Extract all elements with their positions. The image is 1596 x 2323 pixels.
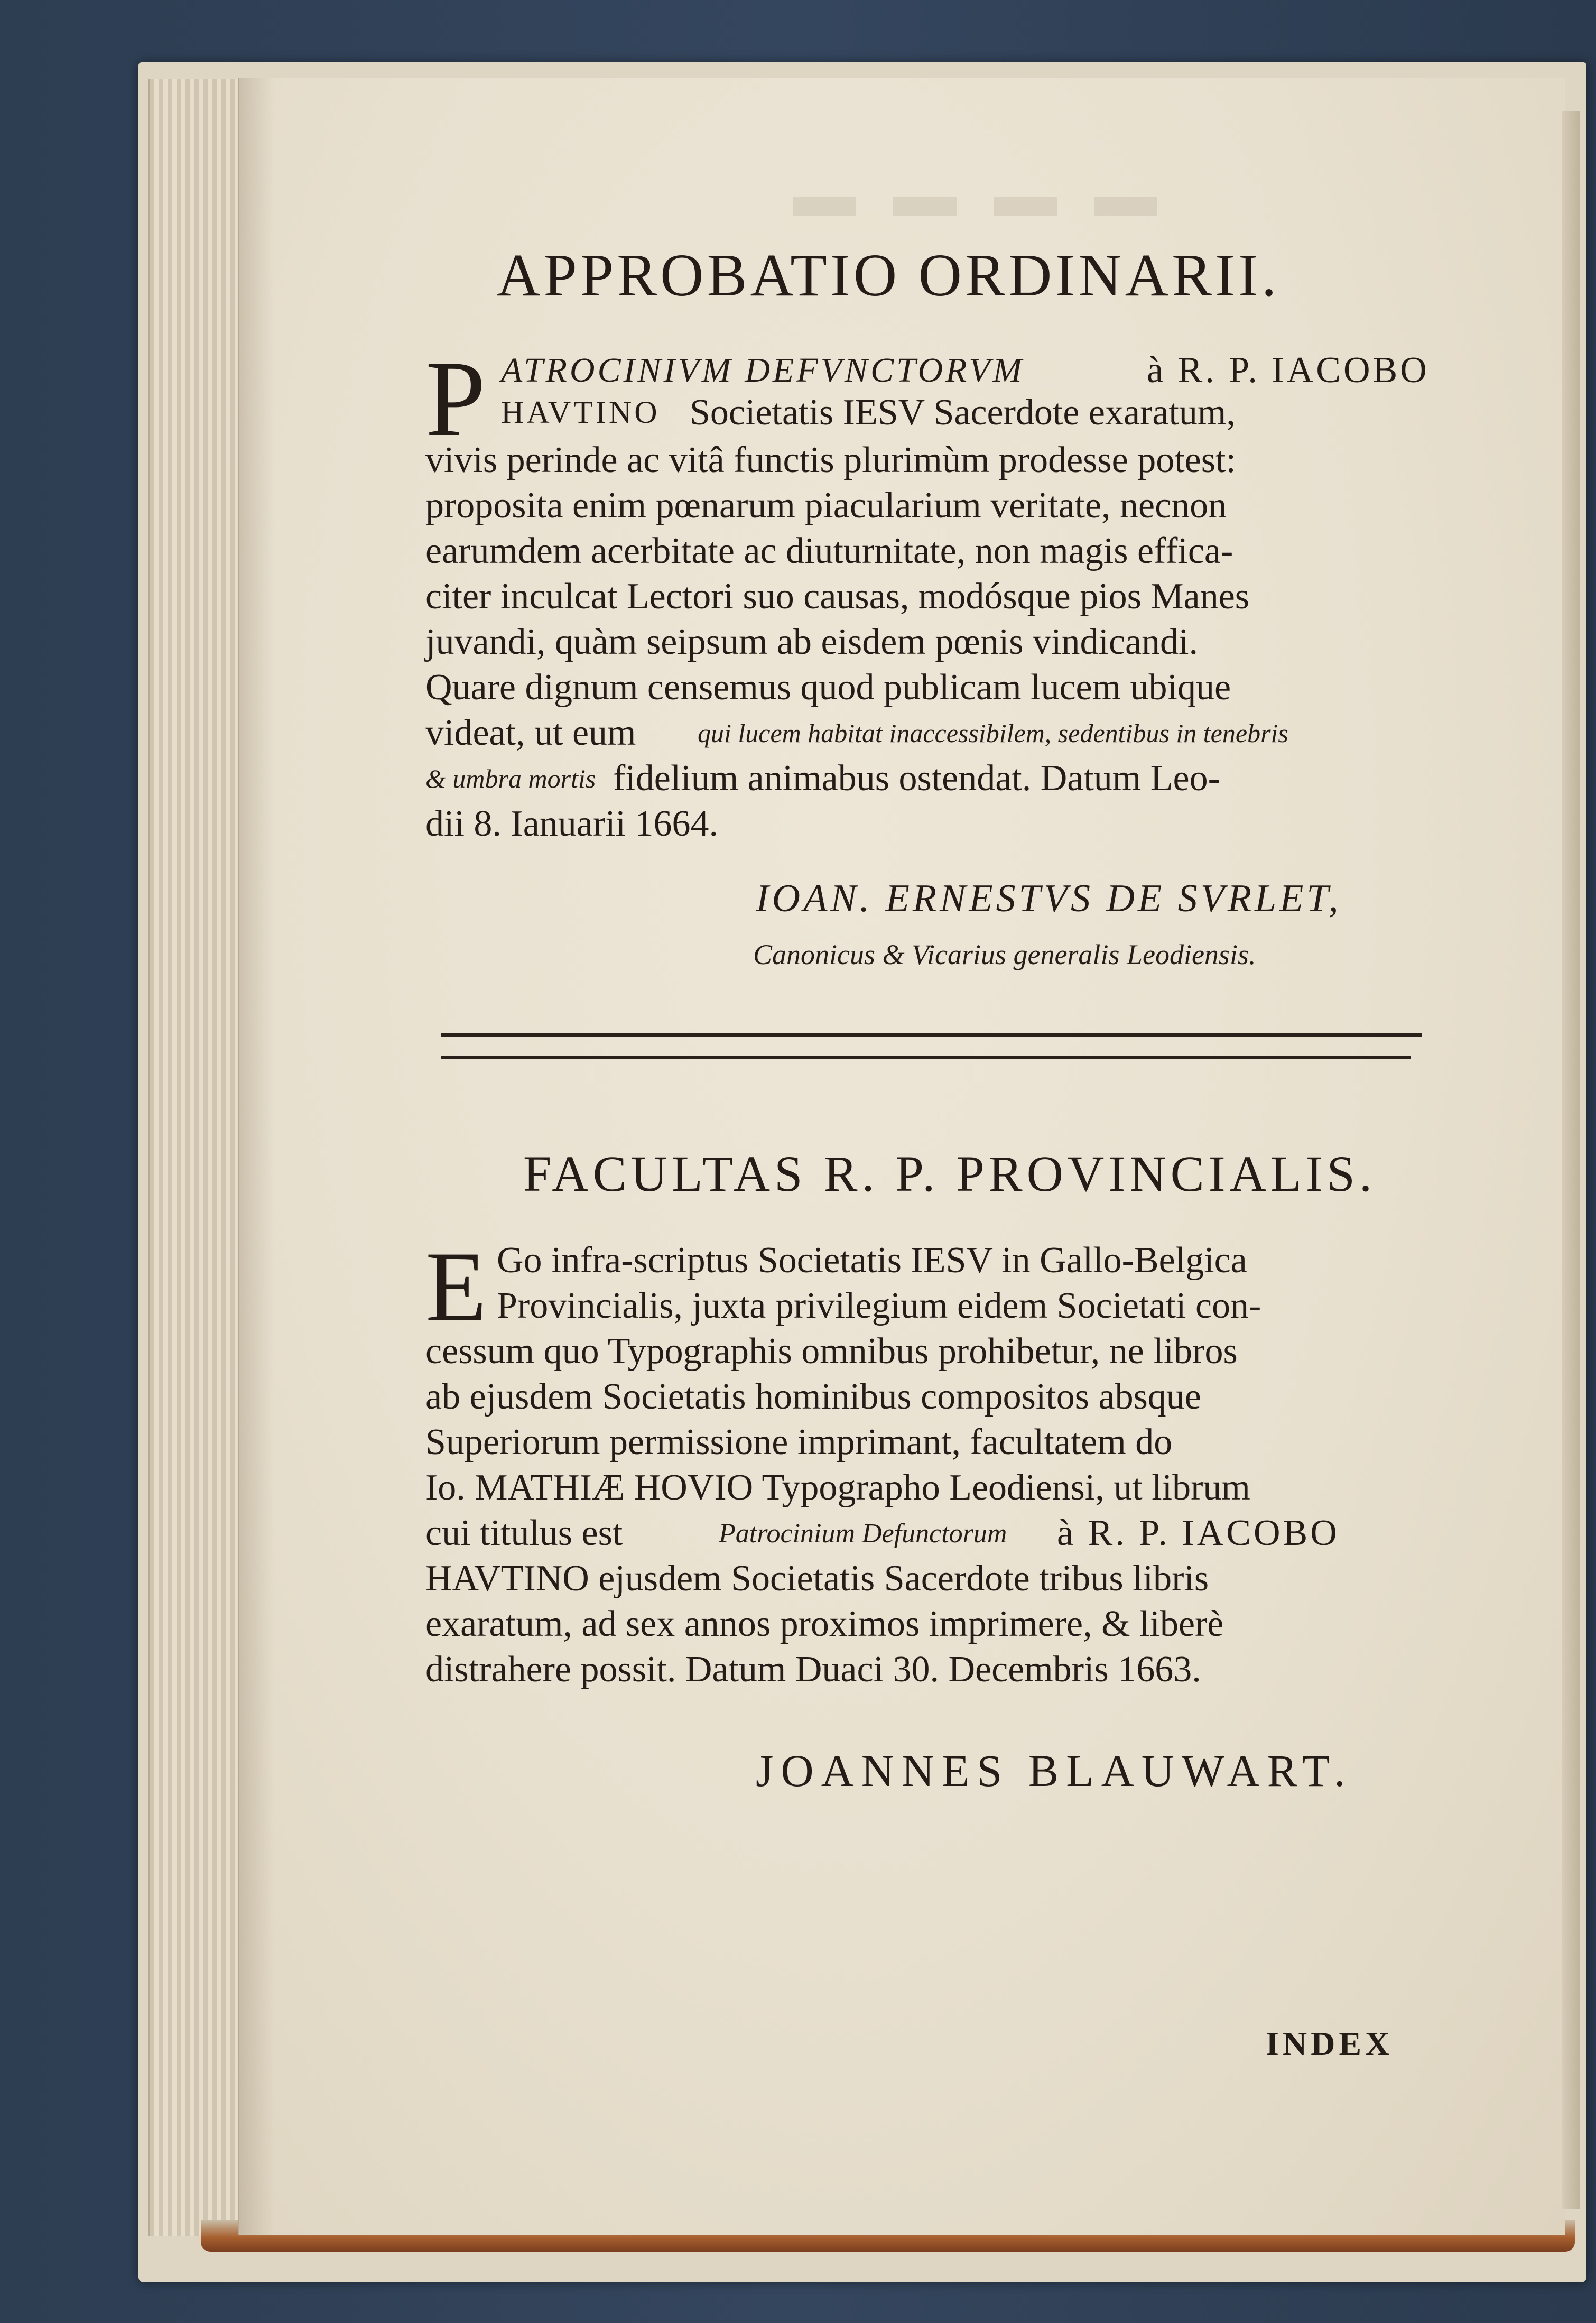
approbatio-line-9a: videat, ut eum [425,712,636,753]
approbatio-line-8: Quare dignum censemus quod publicam lucem ubique [425,667,1231,708]
facultas-line-8: HAVTINO ejusdem Societatis Sacerdote tribus libris [425,1558,1209,1599]
approbatio-line-10b: fidelium animabus ostendat. Datum Leo- [613,758,1220,799]
facultas-line-6: Io. MATHIÆ HOVIO Typographo Leodiensi, ut librum [425,1467,1250,1508]
facultas-title: FACULTAS R. P. PROVINCIALIS. [523,1145,1376,1202]
facultas-line-4: ab ejusdem Societatis hominibus compositos absque [425,1376,1201,1417]
show-through: ▬ ▬ ▬ ▬ [793,160,1168,230]
approbatio-line-11: dii 8. Ianuarii 1664. [425,803,719,844]
facultas-line-7b: Patrocinium Defunctorum [719,1519,1007,1549]
approbatio-line-2b: Societatis IESV Sacerdote exaratum, [690,392,1236,433]
approbatio-line-5: earumdem acerbitate ac diuturnitate, non magis effica- [425,531,1233,571]
catchword: INDEX [1266,2025,1394,2062]
facultas-line-5: Superiorum permissione imprimant, facultatem do [425,1422,1173,1463]
approbatio-line-10a: & umbra mortis [425,764,596,793]
facultas-line-10: distrahere possit. Datum Duaci 30. Decembris 1663. [425,1649,1201,1690]
facultas-line-7a: cui titulus est [425,1513,623,1553]
approbatio-line-2a: HAVTINO [501,395,660,430]
approbatio-signature: IOAN. ERNESTVS DE SVRLET, [756,877,1342,920]
divider-rule-top [441,1033,1422,1037]
approbatio-line-1b: à R. P. IACOBO [1147,350,1430,391]
approbatio-drop-cap: P [425,339,486,459]
approbatio-signature-title: Canonicus & Vicarius generalis Leodiensis. [753,939,1256,970]
facultas-line-9: exaratum, ad sex annos proximos imprimere, & liberè [425,1604,1224,1644]
facultas-line-2: Provincialis, juxta privilegium eidem Societati con- [497,1285,1261,1326]
facultas-line-1: Go infra-scriptus Societatis IESV in Gallo-Belgica [497,1240,1247,1281]
approbatio-line-6: citer inculcat Lectori suo causas, modósque pios Manes [425,576,1250,617]
approbatio-line-3: vivis perinde ac vitâ functis plurimùm prodesse potest: [425,440,1236,480]
facultas-drop-cap: E [425,1232,487,1343]
divider-rule-bottom [441,1056,1411,1059]
approbatio-line-4: proposita enim pœnarum piacularium veritate, necnon [425,485,1227,526]
facultas-line-7c: à R. P. IACOBO [1057,1513,1340,1553]
approbatio-line-7: juvandi, quàm seipsum ab eisdem pœnis vindicandi. [425,622,1199,662]
facultas-signature: JOANNES BLAUWART. [756,1745,1353,1796]
approbatio-line-1a: ATROCINIVM DEFVNCTORVM [501,351,1025,390]
facultas-line-3: cessum quo Typographis omnibus prohibetur, ne libros [425,1331,1238,1372]
approbatio-title: APPROBATIO ORDINARII. [497,242,1280,309]
approbatio-line-9b: qui lucem habitat inaccessibilem, sedentibus in tenebris [698,718,1288,748]
